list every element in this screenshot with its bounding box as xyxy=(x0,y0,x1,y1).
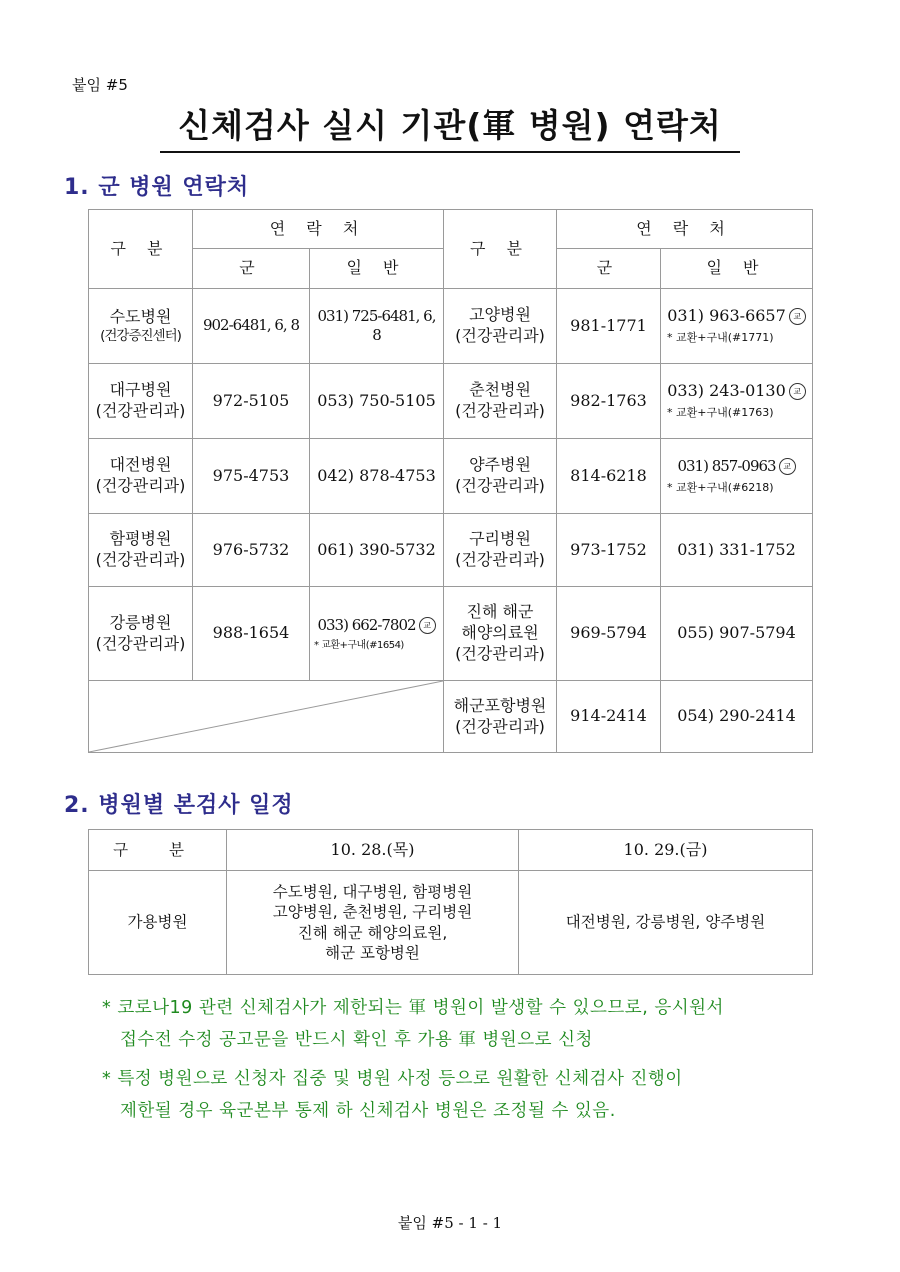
military-number: 976-5732 xyxy=(193,514,310,587)
hospital-cell xyxy=(89,439,193,514)
notice-covid xyxy=(102,992,724,1056)
hospital-dept: (건강관리과) xyxy=(95,401,186,420)
hospital-name: 춘천병원 xyxy=(469,380,531,400)
page-title: 신체검사 실시 기관(軍 병원) 연락처 xyxy=(160,100,740,153)
header-contact-left: 연 락 처 xyxy=(193,210,444,249)
general-number-cell xyxy=(661,364,813,439)
military-number: 982-1763 xyxy=(557,364,661,439)
table-row xyxy=(89,289,813,364)
military-number: 973-1752 xyxy=(557,514,661,587)
hospital-name-line1: 진해 해군 xyxy=(466,602,534,622)
hospital-cell xyxy=(444,587,557,681)
general-number: 042) 878-4753 xyxy=(310,439,444,514)
date1-hospital-list xyxy=(227,871,519,975)
general-number: 033) 243-0130 xyxy=(667,381,786,401)
hospital-cell xyxy=(89,587,193,681)
general-number: 054) 290-2414 xyxy=(661,681,813,753)
general-number: 031) 963-6657 xyxy=(667,306,786,326)
general-number: 053) 750-5105 xyxy=(310,364,444,439)
hospital-cell xyxy=(89,514,193,587)
hospital-dept: (건강관리과) xyxy=(455,476,545,495)
hospital-cell xyxy=(444,364,557,439)
section-heading-contacts: 1. 군 병원 연락처 xyxy=(64,175,250,200)
hospital-dept: (건강관리과) xyxy=(95,633,186,653)
notice-line: 제한될 경우 육군본부 통제 하 신체검사 병원은 조정될 수 있음. xyxy=(120,1101,616,1121)
empty-diagonal-cell xyxy=(89,681,444,753)
contacts-table xyxy=(88,209,813,753)
military-number: 972-5105 xyxy=(193,364,310,439)
table-row xyxy=(89,681,813,753)
extension-note: * 교환+구내(#1771) xyxy=(667,331,774,345)
section-heading-schedule: 2. 병원별 본검사 일정 xyxy=(64,793,294,818)
general-number: 033) 662-7802 xyxy=(317,615,416,634)
military-number: 975-4753 xyxy=(193,439,310,514)
hospital-dept: (건강관리과) xyxy=(455,550,545,569)
header-category-left: 구 분 xyxy=(89,210,193,289)
military-number: 988-1654 xyxy=(193,587,310,681)
hospital-name: 대구병원 xyxy=(109,380,172,400)
military-number: 969-5794 xyxy=(557,587,661,681)
hospital-name: 강릉병원 xyxy=(109,612,172,632)
header-contact-right: 연 락 처 xyxy=(557,210,813,249)
hospital-cell xyxy=(89,364,193,439)
extension-note: * 교환+구내(#6218) xyxy=(667,481,774,495)
military-number: 981-1771 xyxy=(557,289,661,364)
hospital-name-line2: 해양의료원 xyxy=(461,623,539,643)
notice-line: * 코로나19 관련 신체검사가 제한되는 軍 병원이 발생할 수 있으므로, 응시원서 xyxy=(102,998,724,1018)
attachment-label: 붙임 #5 xyxy=(72,76,128,94)
date2-hospital-list: 대전병원, 강릉병원, 양주병원 xyxy=(519,871,813,975)
general-number: 031) 725-6481, 6, 8 xyxy=(310,289,444,364)
table-row xyxy=(89,439,813,514)
general-number-cell xyxy=(661,289,813,364)
schedule-table xyxy=(88,829,813,975)
header-military-right: 군 xyxy=(557,249,661,289)
header-general-right: 일 반 xyxy=(661,249,813,289)
table-row xyxy=(89,587,813,681)
military-number: 902-6481, 6, 8 xyxy=(193,289,310,364)
hospital-name: 구리병원 xyxy=(469,529,531,549)
notice-line: * 특정 병원으로 신청자 집중 및 병원 사정 등으로 원활한 신체검사 진행이 xyxy=(102,1069,683,1089)
schedule-row-label: 가용병원 xyxy=(89,871,227,975)
schedule-header-date2: 10. 29.(금) xyxy=(519,830,813,871)
diagonal-line xyxy=(89,681,443,752)
exchange-mark-icon: 교 xyxy=(419,617,436,634)
hospital-dept: (건강관리과) xyxy=(455,716,545,736)
general-number-cell xyxy=(661,439,813,514)
hospital-dept: (건강관리과) xyxy=(455,326,545,345)
general-number: 031) 857-0963 xyxy=(677,457,776,476)
general-number: 055) 907-5794 xyxy=(661,587,813,681)
hospital-name: 해군포항병원 xyxy=(453,695,547,715)
general-number: 061) 390-5732 xyxy=(310,514,444,587)
date1-hospital-line: 수도병원, 대구병원, 함평병원 xyxy=(272,883,473,902)
header-general-left: 일 반 xyxy=(310,249,444,289)
general-number-cell xyxy=(310,587,444,681)
table-row xyxy=(89,514,813,587)
exchange-mark-icon: 교 xyxy=(789,383,806,400)
hospital-cell xyxy=(444,681,557,753)
date1-hospital-line: 고양병원, 춘천병원, 구리병원 xyxy=(272,903,473,922)
schedule-header-date1: 10. 28.(목) xyxy=(227,830,519,871)
notice-adjustment xyxy=(102,1063,683,1127)
hospital-dept: (건강증진센터) xyxy=(100,327,181,344)
hospital-dept: (건강관리과) xyxy=(95,550,186,569)
header-category-right: 구 분 xyxy=(444,210,557,289)
hospital-name: 함평병원 xyxy=(109,529,172,549)
notice-line: 접수전 수정 공고문을 반드시 확인 후 가용 軍 병원으로 신청 xyxy=(120,1030,593,1050)
hospital-cell xyxy=(444,514,557,587)
table-row xyxy=(89,364,813,439)
exchange-mark-icon: 교 xyxy=(789,308,806,325)
military-number: 814-6218 xyxy=(557,439,661,514)
date1-hospital-line: 진해 해군 해양의료원, xyxy=(297,923,448,942)
hospital-name: 대전병원 xyxy=(109,455,172,475)
extension-note: * 교환+구내(#1763) xyxy=(667,406,774,420)
hospital-cell xyxy=(89,289,193,364)
hospital-dept: (건강관리과) xyxy=(455,643,545,663)
hospital-name: 양주병원 xyxy=(469,455,531,475)
schedule-header-category: 구 분 xyxy=(89,830,227,871)
military-number: 914-2414 xyxy=(557,681,661,753)
extension-note: * 교환+구내(#1654) xyxy=(314,640,404,652)
page-footer: 붙임 #5 - 1 - 1 xyxy=(397,1214,503,1232)
hospital-cell xyxy=(444,289,557,364)
date1-hospital-line: 해군 포항병원 xyxy=(325,943,420,962)
hospital-name: 수도병원 xyxy=(109,306,172,326)
hospital-dept: (건강관리과) xyxy=(95,476,186,495)
hospital-cell xyxy=(444,439,557,514)
hospital-name: 고양병원 xyxy=(469,305,531,325)
header-military-left: 군 xyxy=(193,249,310,289)
exchange-mark-icon: 교 xyxy=(779,458,796,475)
general-number: 031) 331-1752 xyxy=(661,514,813,587)
hospital-dept: (건강관리과) xyxy=(455,401,545,420)
